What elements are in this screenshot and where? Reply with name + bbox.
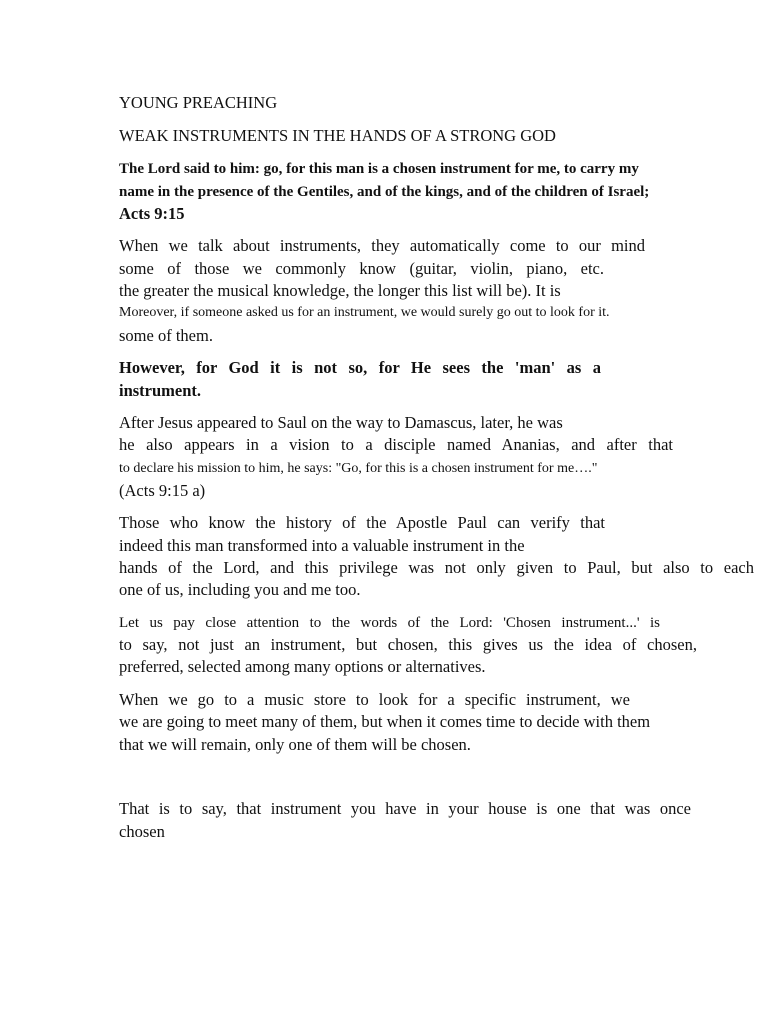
p3-line-1: After Jesus appeared to Saul on the way to Damascus, later, he was [119, 413, 563, 432]
p5-line-2: to say, not just an instrument, but chosen, this gives us the idea of chosen, [119, 635, 697, 654]
verse-line-1: The Lord said to him: go, for this man is a chosen instrument for me, to carry my [119, 161, 639, 177]
p2-line-2: instrument. [119, 381, 202, 400]
p3-line-3: to declare his mission to him, he says: "Go, for this is a chosen instrument for me…." [119, 461, 598, 476]
p5-line-3: preferred, selected among many options or alternatives. [119, 657, 486, 676]
p4-line-2: indeed this man transformed into a valuable instrument in the [119, 536, 525, 555]
p1-line-4: Moreover, if someone asked us for an instrument, we would surely go out to look for it. [119, 305, 610, 320]
p7-line-2: chosen [119, 822, 165, 841]
heading-weak-instruments: WEAK INSTRUMENTS IN THE HANDS OF A STRONG GOD [119, 126, 556, 145]
p3-line-2: he also appears in a vision to a disciple named Ananias, and after that [119, 435, 673, 454]
p4-line-1: Those who know the history of the Apostle Paul can verify that [119, 513, 605, 532]
p2-line-1: However, for God it is not so, for He sees the 'man' as a [119, 358, 601, 377]
verse-line-2: name in the presence of the Gentiles, and of the kings, and of the children of Israel; [119, 184, 650, 200]
p6-line-3: that we will remain, only one of them will be chosen. [119, 735, 471, 754]
p1-line-2: some of those we commonly know (guitar, violin, piano, etc. [119, 259, 604, 278]
p3-line-4: (Acts 9:15 a) [119, 481, 206, 500]
p1-line-5: some of them. [119, 326, 213, 345]
p7-line-1: That is to say, that instrument you have in your house is one that was once [119, 799, 691, 818]
heading-young-preaching: YOUNG PREACHING [119, 93, 278, 112]
p1-line-3: the greater the musical knowledge, the longer this list will be). It is [119, 281, 561, 300]
verse-reference: Acts 9:15 [119, 204, 185, 223]
p5-line-1: Let us pay close attention to the words of the Lord: 'Chosen instrument...' is [119, 615, 660, 631]
p4-line-4: one of us, including you and me too. [119, 580, 361, 599]
p6-line-1: When we go to a music store to look for a specific instrument, we [119, 690, 630, 709]
p1-line-1: When we talk about instruments, they automatically come to our mind [119, 236, 645, 255]
p4-line-3: hands of the Lord, and this privilege was not only given to Paul, but also to each [119, 558, 754, 577]
p6-line-2: we are going to meet many of them, but when it comes time to decide with them [119, 712, 651, 731]
